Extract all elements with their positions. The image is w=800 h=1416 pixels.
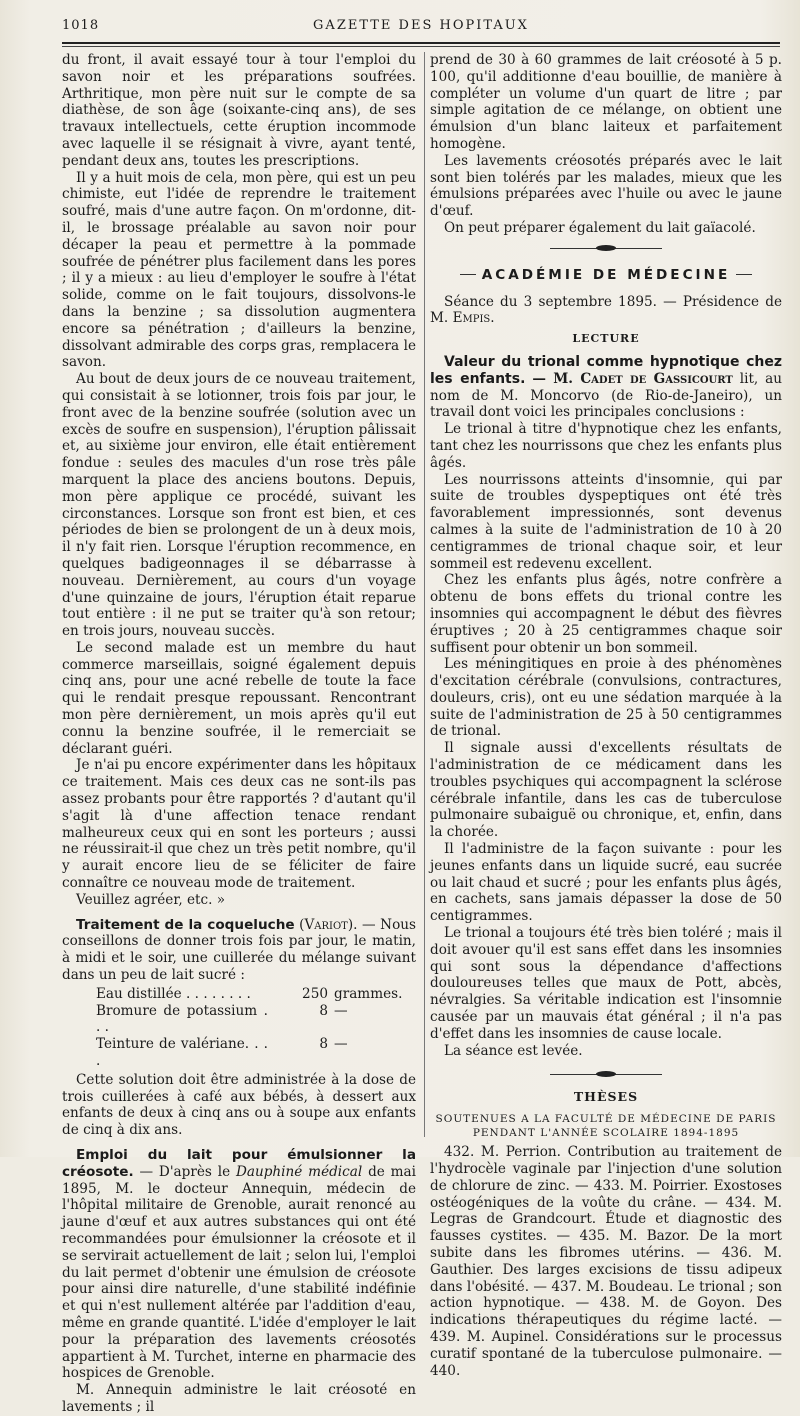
paragraph: Les méningitiques en proie à des phénomènes d'excitation cérébrale (convulsions, contractures, douleurs, cris), ont eu une sédation marquée à la suite de l'administration de 25 à 50 centigrammes de trional. [430, 656, 782, 740]
article-lait [62, 1147, 416, 1382]
paragraph: Le trional a toujours été très bien toléré ; mais il doit avouer qu'il est sans effet dans les insomnies qui sont sous la dépendance d'affections douloureuses telles que maux de Pott, abcès, névralgies. Sa véritable indication est l'insomnie causée par un mauvais état général ; il n'a pas d'effet dans les insomnies de cause locale. [430, 925, 782, 1042]
column-divider [424, 52, 425, 1137]
paragraph: Au bout de deux jours de ce nouveau traitement, qui consistait à se lotionner, trois fois par jour, le front avec de la benzine soufrée (solution avec un excès de soufre en suspension), l'éruption pâlissait et, au sixième jour environ, elle était entièrement fondue : seules des macules d'un rose très pâle marquent la place des anciens boutons. Depuis, mon père applique ce procédé, suivant les circonstances. Lorsque son front est bien, et ces périodes de bien se prolongent de un à deux mois, il n'y fait rien. Lorsque l'éruption recommence, en quelques badigeonnages il se débarrasse à nouveau. Dernièrement, au cours d'un voyage d'une quinzaine de jours, l'éruption était reparue tout entière : il ne put se traiter qu'à son retour; en trois jours, nouveau succès. [62, 371, 416, 640]
ingredient-unit: — [334, 1002, 348, 1019]
article-text: lit, au nom de M. Moncorvo (de Rio-de-Janeiro), un travail dont voici les principales conclusions : [430, 370, 783, 421]
left-column [62, 52, 416, 1416]
paragraph: Veuillez agréer, etc. » [76, 891, 226, 908]
article-author: — M. Cadet de Gassicourt [532, 370, 733, 387]
journal-title: GAZETTE DES HOPITAUX [313, 18, 529, 33]
ingredient-name: Teinture de valériane. . . . [96, 1036, 268, 1070]
recipe-row [96, 1003, 396, 1037]
article-title: Valeur du trional comme hypnotique chez les enfants. [430, 353, 782, 387]
paragraph: M. Annequin administre le lait créosoté en lavements ; il [62, 1382, 416, 1415]
page-header [62, 16, 780, 38]
paragraph: Il y a huit mois de cela, mon père, qui est un peu chimiste, eut l'idée de reprendre le traitement soufré, mais d'une autre façon. On m'ordonne, dit-il, le brossage préalable au savon noir pour décaper la peau et permettre à la pommade soufrée de pénétrer plus facilement dans les pores ; il y a mieux : au lieu d'employer le soufre à l'état solide, comme on le fait toujours, dissolvons-le dans la benzine ; sa dissolution augmentera encore sa pénétration ; d'ailleurs la benzine, dissolvant admirable des corps gras, remplacera le savon. [62, 169, 416, 371]
section-separator [430, 1067, 782, 1081]
article-trional [430, 354, 782, 421]
ingredient-name: Eau distillée . . . . . . . . [96, 985, 251, 1002]
subsection-title: LECTURE [572, 332, 640, 346]
paragraph: Chez les enfants plus âgés, notre confrère a obtenu de bons effets du trional contre les insomnies qui accompagnent le début des fièvres éruptives ; 20 à 25 centigrammes chaque soir suffisent pour obtenir un bon sommeil. [430, 572, 782, 656]
article-text: — D'après le [133, 1163, 236, 1180]
recipe-row [96, 985, 403, 1003]
recipe-list [96, 985, 403, 1070]
section-title: THÈSES [573, 1089, 639, 1105]
paragraph: La séance est levée. [444, 1042, 583, 1059]
paragraph: Le second malade est un membre du haut commerce marseillais, soigné également depuis cinq ans, pour une acné rebelle de toute la face qui le rendait presque repoussant. Rencontrant mon père dernièrement, un mois après qu'il eut connu la benzine soufrée, il le remerciait se déclarant guéri. [62, 639, 416, 757]
paragraph: Il l'administre de la façon suivante : pour les jeunes enfants dans un liquide sucré, eau sucrée ou lait chaud et sucré ; pour les enfants plus âgés, en cachets, sans jamais dépasser la dose de 50 centigrammes. [430, 841, 782, 925]
paragraph: On peut préparer également du lait gaïacolé. [444, 219, 756, 236]
ingredient-unit: grammes. [334, 985, 403, 1002]
article-title: Emploi du lait pour émulsionner la créosote. [62, 1147, 416, 1180]
right-column [430, 52, 782, 1379]
article-text: de mai 1895, M. le docteur Annequin, médecin de l'hôpital militaire de Grenoble, aurait renoncé au jaune d'œuf et aux autres substances qui ont été recommandées pour émulsionner la créosote et il se servirait actuellement de lait ; selon lui, l'emploi du lait permet d'obtenir une émulsion de créosote pour ainsi dire naturelle, d'une stabilité indéfinie et qui n'est nullement altérée par l'addition d'eau, même en grande quantité. L'idée d'employer le lait pour la préparation des lavements créosotés appartient à M. Turchet, interne en pharmacie des hospices de Grenoble. [62, 1163, 417, 1382]
paragraph: Les nourrissons atteints d'insomnie, qui par suite de troubles dyspeptiques ont été très favorablement impressionnés, sont devenus calmes à la suite de l'administration de 10 à 20 centigrammes de trional chaque soir, et leur sommeil est redevenu excellent. [430, 471, 782, 572]
section-title: ACADÉMIE DE MÉDECINE [430, 267, 782, 284]
header-rule [62, 42, 780, 44]
recipe-row [96, 1036, 396, 1070]
ingredient-qty: 8 [319, 1036, 328, 1053]
header-rule-thin [62, 46, 780, 47]
paragraph: Il signale aussi d'excellents résultats de l'administration de ce médicament dans les troubles psychiques qui accompagnent la sclérose cérébrale infantile, dans les cas de tuberculose pulmonaire subaiguë ou chronique, et, enfin, dans la chorée. [430, 740, 782, 841]
ingredient-unit: — [334, 1036, 348, 1053]
seance-line: Séance du 3 septembre 1895. — Présidence de M. Empis. [430, 293, 782, 327]
paragraph: prend de 30 à 60 grammes de lait créosoté à 5 p. 100, qu'il additionne d'eau bouillie, de manière à compléter un volume d'un quart de litre ; par simple agitation de ce mélange, on obtient une émulsion d'un blanc laiteux et parfaitement homogène. [430, 52, 782, 152]
section-separator [430, 241, 782, 255]
journal-name: Dauphiné médical [235, 1163, 363, 1180]
theses-list: 432. M. Perrion. Contribution au traitement de l'hydrocèle vaginale par l'injection d'une solution de chlorure de zinc. — 433. M. Poirrier. Exostoses ostéogéniques de la voûte du crâne. — 434. M. Legras de Grandcourt. Étude et diagnostic des fausses cystites. — 435. M. Bazor. De la mort subite dans les fibromes utérins. — 436. M. Gauthier. Des larges excisions de tissu adipeux dans l'obésité. — 437. M. Boudeau. Le trional ; son action hypnotique. — 438. M. de Goyon. Des indications thérapeutiques du régime lacté. — 439. M. Aupinel. Considérations sur le processus curatif spontané de la tuberculose pulmonaire. — 440. [430, 1144, 782, 1379]
article-text: — Nous conseillons de donner trois fois par jour, le matin, à midi et le soir, une cuillerée du mélange suivant dans un peu de lait sucré : [62, 916, 416, 984]
president-name: Empis. [452, 310, 495, 327]
article-title: Traitement de la coqueluche [76, 916, 295, 933]
paragraph: Cette solution doit être administrée à la dose de trois cuillerées à café aux bébés, à dessert aux enfants de deux à cinq ans ou à soupe aux enfants de cinq à dix ans. [62, 1071, 416, 1139]
paragraph: Les lavements créosotés préparés avec le lait sont bien tolérés par les malades, mieux que les émulsions préparées avec l'huile ou avec le jaune d'œuf. [430, 152, 782, 220]
ingredient-qty: 8 [319, 1002, 328, 1019]
theses-subtitle: SOUTENUES A LA FACULTÉ DE MÉDECINE DE PARIS [435, 1113, 777, 1126]
ingredient-name: Bromure de potassium . . . [96, 1002, 268, 1036]
page-number: 1018 [62, 18, 100, 33]
paragraph: Je n'ai pu encore expérimenter dans les hôpitaux ce traitement. Mais ces deux cas ne sont-ils pas assez probants pour être rapportés ? d'autant qu'il s'agit là d'une affection tenace rendant malheureux ceux qui en sont les porteurs ; aussi ne réussirait-il que chez un très petit nombre, qu'il y aurait encore lieu de se féliciter de faire connaître ce nouveau mode de traitement. [62, 757, 416, 892]
ingredient-qty: 250 [302, 985, 328, 1002]
theses-subtitle: PENDANT L'ANNÉE SCOLAIRE 1894-1895 [472, 1127, 740, 1140]
paragraph: Le trional à titre d'hypnotique chez les enfants, tant chez les nourrissons que chez les enfants plus âgés. [430, 421, 782, 471]
article-coqueluche [62, 917, 416, 984]
paragraph: du front, il avait essayé tour à tour l'emploi du savon noir et les préparations soufrées. Arthritique, mon père nuit sur le compte de sa diathèse, de son âge (soixante-cinq ans), de ses travaux intellectuels, cette éruption incommode avec laquelle il se résignait à vivre, ayant tenté, pendant deux ans, toutes les prescriptions. [62, 52, 416, 169]
article-author: (Variot). [299, 916, 358, 933]
